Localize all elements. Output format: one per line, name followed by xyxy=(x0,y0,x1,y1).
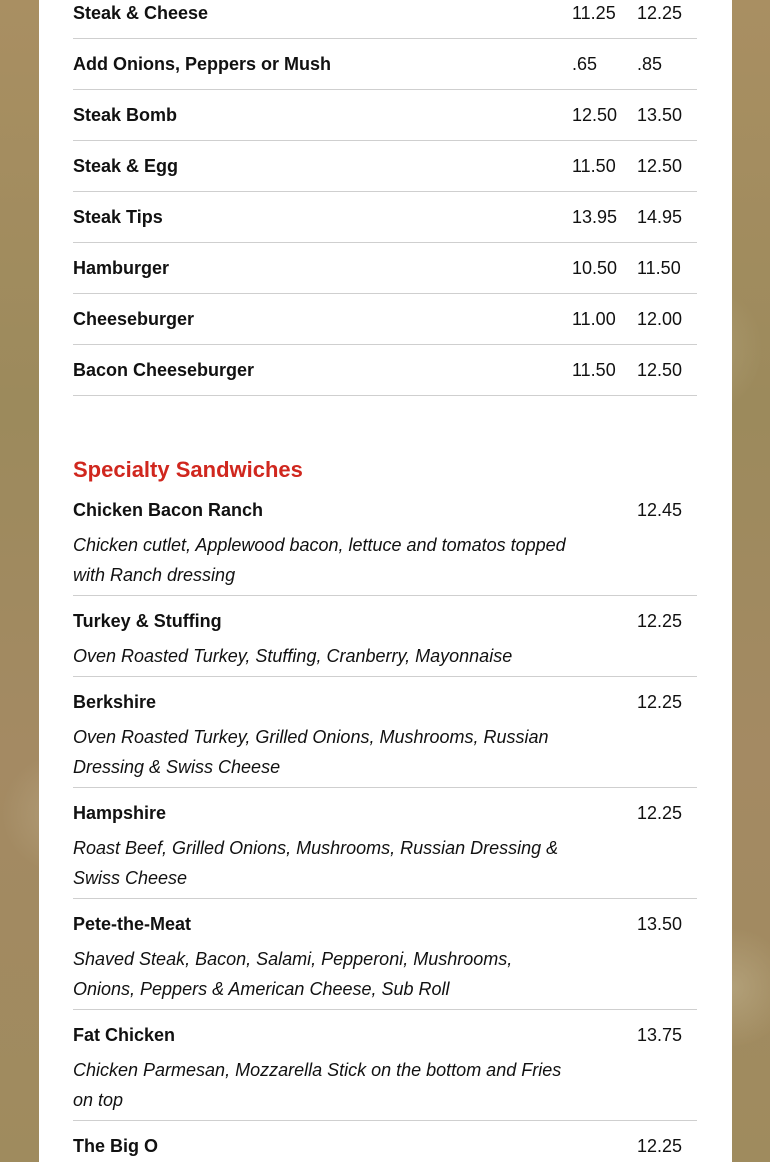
item-name: Fat Chicken xyxy=(73,1025,176,1045)
item-price-large: 12.00 xyxy=(637,309,683,329)
item-name: Hampshire xyxy=(73,803,167,823)
item-name: Hamburger xyxy=(73,258,170,278)
item-price-large: 13.50 xyxy=(637,105,683,125)
item-price-small: 11.00 xyxy=(572,309,616,329)
item-description: Oven Roasted Turkey, Stuffing, Cranberry, Mayonnaise xyxy=(73,646,513,666)
item-price-small: 12.50 xyxy=(572,105,618,125)
menu-row-bacon-cheeseburger xyxy=(73,345,697,396)
menu-row-steak-and-cheese xyxy=(73,0,697,39)
item-description: Chicken Parmesan, Mozzarella Stick on the bottom and Fries on top xyxy=(73,1060,562,1110)
item-price-small: 11.25 xyxy=(572,3,616,23)
item-price-large: .85 xyxy=(637,54,663,74)
item-price: 13.50 xyxy=(637,914,683,934)
item-price-large: 12.25 xyxy=(637,3,683,23)
menu-panel xyxy=(39,0,732,1162)
item-price: 12.25 xyxy=(637,803,683,823)
item-description: Shaved Steak, Bacon, Salami, Pepperoni, Mushrooms, Onions, Peppers & American Cheese, Sub Roll xyxy=(73,949,513,999)
item-name: Chicken Bacon Ranch xyxy=(73,500,264,520)
menu-row-add-onions xyxy=(73,39,697,90)
item-price-large: 12.50 xyxy=(637,360,683,380)
grill-items-list xyxy=(73,0,697,396)
item-name: Cheeseburger xyxy=(73,309,195,329)
section-title-specialty-sandwiches: Specialty Sandwiches xyxy=(73,457,303,482)
item-price: 12.25 xyxy=(637,611,683,631)
item-description: Chicken cutlet, Applewood bacon, lettuce and tomatos topped with Ranch dressing xyxy=(73,535,566,585)
specialty-row-chicken-bacon-ranch xyxy=(73,485,697,596)
item-price-small: 13.95 xyxy=(572,207,618,227)
item-name: Pete-the-Meat xyxy=(73,914,192,934)
specialty-row-the-big-o xyxy=(73,1121,697,1162)
item-name: Steak Tips xyxy=(73,207,163,227)
item-name: Steak & Egg xyxy=(73,156,179,176)
specialty-row-berkshire xyxy=(73,677,697,788)
item-price-large: 12.50 xyxy=(637,156,683,176)
item-price: 12.45 xyxy=(637,500,683,520)
item-price-small: 11.50 xyxy=(572,156,616,176)
item-price-small: 11.50 xyxy=(572,360,616,380)
menu-row-steak-and-egg xyxy=(73,141,697,192)
menu-row-steak-tips xyxy=(73,192,697,243)
item-name: Bacon Cheeseburger xyxy=(73,360,255,380)
specialty-row-hampshire xyxy=(73,788,697,899)
menu-row-cheeseburger xyxy=(73,294,697,345)
specialty-row-pete-the-meat xyxy=(73,899,697,1010)
menu-row-hamburger xyxy=(73,243,697,294)
specialty-items-list xyxy=(73,485,697,1162)
item-description: Roast Beef, Grilled Onions, Mushrooms, Russian Dressing & Swiss Cheese xyxy=(73,838,559,888)
item-price: 12.25 xyxy=(637,1136,683,1156)
item-price: 12.25 xyxy=(637,692,683,712)
item-name: Turkey & Stuffing xyxy=(73,611,222,631)
item-price-small: .65 xyxy=(572,54,598,74)
item-name: Add Onions, Peppers or Mush xyxy=(73,54,332,74)
item-name: Steak & Cheese xyxy=(73,3,209,23)
specialty-row-fat-chicken xyxy=(73,1010,697,1121)
item-price: 13.75 xyxy=(637,1025,683,1045)
menu-row-steak-bomb xyxy=(73,90,697,141)
item-name: Berkshire xyxy=(73,692,157,712)
item-description: Oven Roasted Turkey, Grilled Onions, Mushrooms, Russian Dressing & Swiss Cheese xyxy=(73,727,549,777)
specialty-row-turkey-and-stuffing xyxy=(73,596,697,677)
item-price-large: 14.95 xyxy=(637,207,683,227)
item-name: The Big O xyxy=(73,1136,158,1156)
item-price-small: 10.50 xyxy=(572,258,618,278)
item-name: Steak Bomb xyxy=(73,105,178,125)
item-price-large: 11.50 xyxy=(637,258,681,278)
